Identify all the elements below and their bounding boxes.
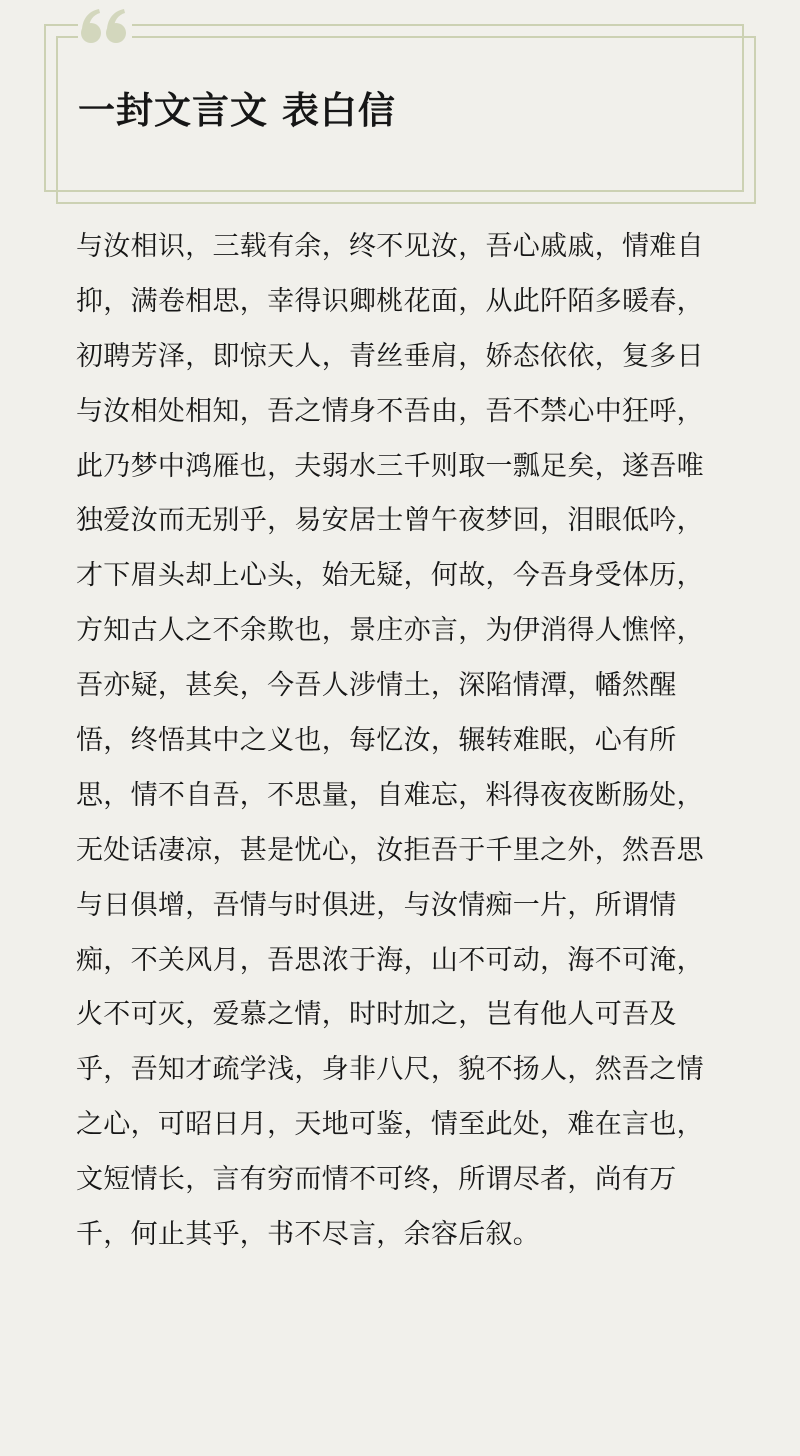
text-line: 之心，可昭日月，天地可鉴，情至此处，难在言也， xyxy=(76,1109,704,1141)
page-title: 一封文言文 表白信 xyxy=(78,88,396,132)
text-line: 独爱汝而无别乎，易安居士曾午夜梦回，泪眼低吟， xyxy=(76,505,704,537)
letter-body xyxy=(76,223,726,1266)
text-line: 文短情长，言有穷而情不可终，所谓尽者，尚有万 xyxy=(76,1164,677,1196)
text-line: 才下眉头却上心头，始无疑，何故，今吾身受体历， xyxy=(76,560,704,592)
text-line: 火不可灭，爱慕之情，时时加之，岂有他人可吾及 xyxy=(76,999,677,1031)
text-line: 悟，终悟其中之义也，每忆汝，辗转难眠，心有所 xyxy=(76,725,677,757)
text-line: 痴，不关风月，吾思浓于海，山不可动，海不可淹， xyxy=(76,944,704,976)
text-line: 与汝相处相知，吾之情身不吾由，吾不禁心中狂呼， xyxy=(76,395,704,427)
text-line: 吾亦疑，甚矣，今吾人涉情土，深陷情潭，幡然醒 xyxy=(76,670,677,702)
text-line: 无处话凄凉，甚是忧心，汝拒吾于千里之外，然吾思 xyxy=(76,834,704,866)
text-line: 初聘芳泽，即惊天人，青丝垂肩，娇态依依，复多日 xyxy=(76,340,704,372)
text-line: 乎，吾知才疏学浅，身非八尺，貌不扬人，然吾之情 xyxy=(76,1054,704,1086)
text-line: 与日俱增，吾情与时俱进，与汝情痴一片，所谓情 xyxy=(76,889,677,921)
text-line: 千，何止其乎，书不尽言，余容后叙。 xyxy=(76,1219,541,1251)
text-line: 抑，满卷相思，幸得识卿桃花面，从此阡陌多暖春， xyxy=(76,285,704,317)
quote-mark-icon xyxy=(78,6,132,46)
text-line: 此乃梦中鸿雁也，夫弱水三千则取一瓢足矣，遂吾唯 xyxy=(76,450,704,482)
text-line: 思，情不自吾，不思量，自难忘，料得夜夜断肠处， xyxy=(76,779,704,811)
text-line: 方知古人之不余欺也，景庄亦言，为伊消得人憔悴， xyxy=(76,615,704,647)
text-line: 与汝相识，三载有余，终不见汝，吾心戚戚，情难自 xyxy=(76,231,704,262)
